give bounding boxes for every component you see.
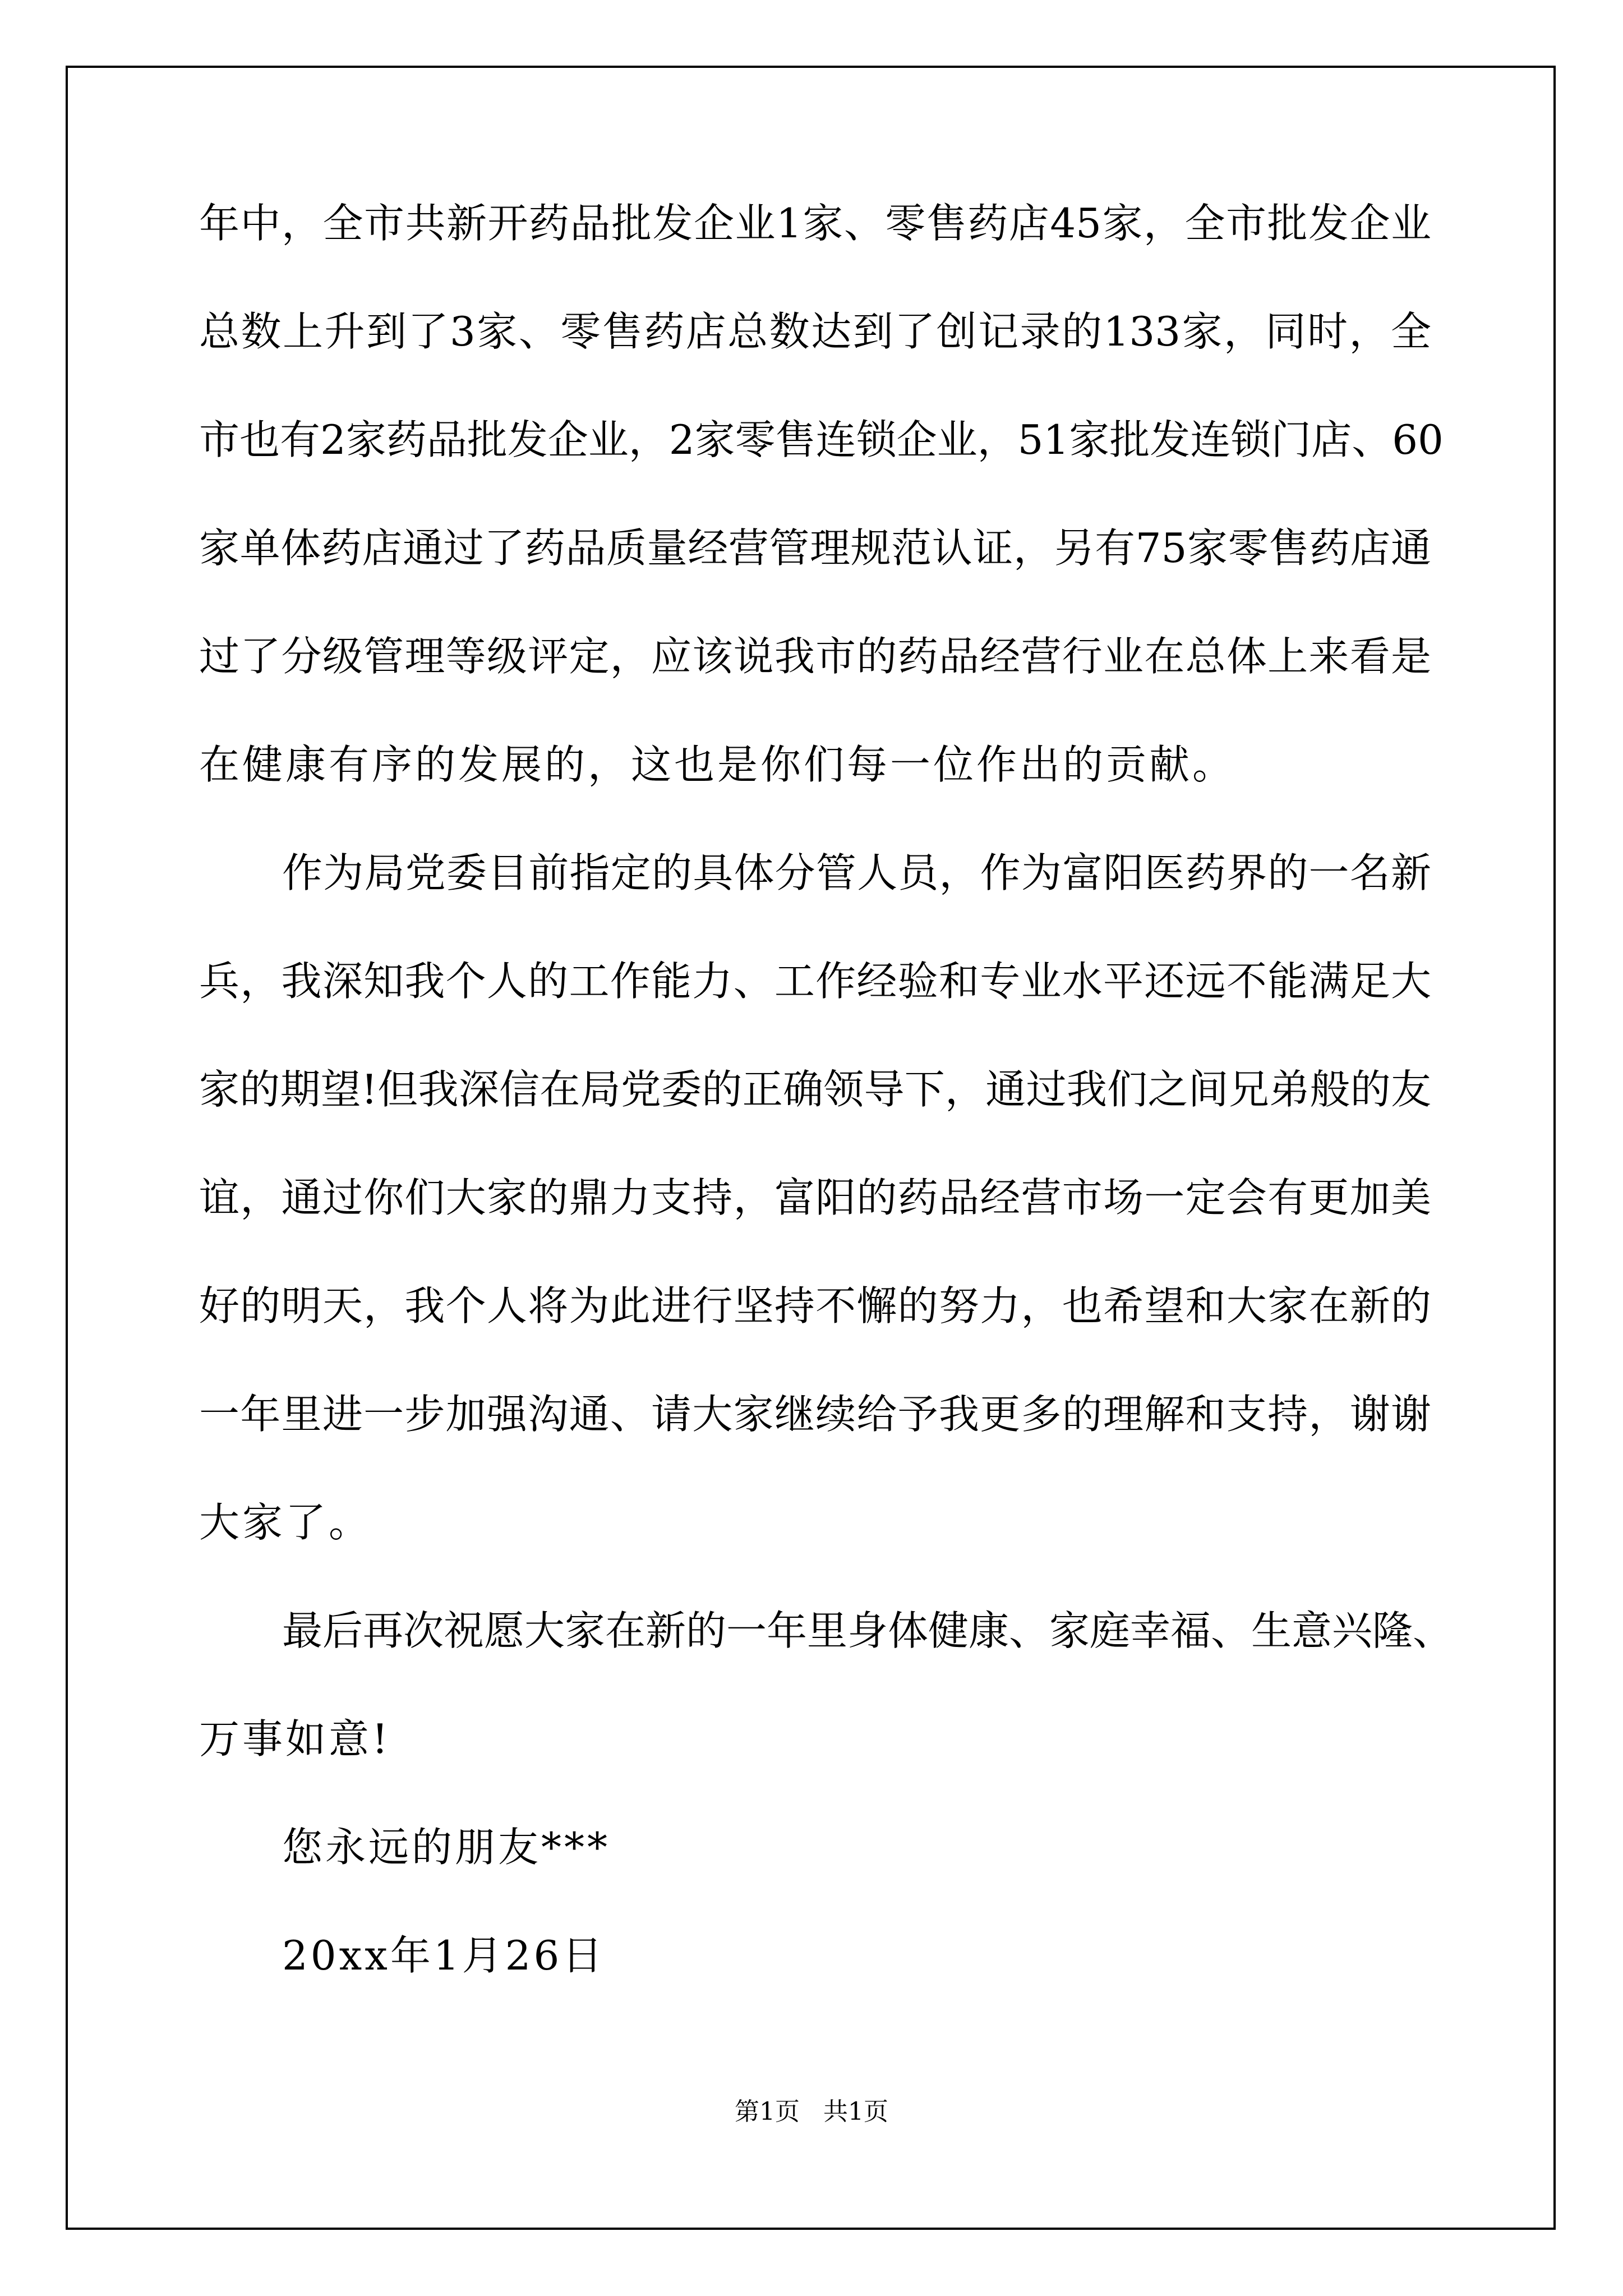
paragraph-line: 过了分级管理等级评定，应该说我市的药品经营行业在总体上来看是: [199, 633, 1431, 680]
paragraph-line: 好的明天，我个人将为此进行坚持不懈的努力，也希望和大家在新的: [199, 1282, 1431, 1329]
paragraph-line: 作为局党委目前指定的具体分管人员，作为富阳医药界的一名新: [282, 849, 1431, 896]
page-footer: 第1页 共1页: [735, 2097, 888, 2126]
paragraph-line: 一年里进一步加强沟通、请大家继续给予我更多的理解和支持，谢谢: [199, 1391, 1431, 1438]
paragraph-line: 兵，我深知我个人的工作能力、工作经验和专业水平还远不能满足大: [199, 958, 1431, 1005]
paragraph-line: 万事如意!: [199, 1715, 391, 1763]
signature-line: 您永远的朋友***: [282, 1824, 611, 1871]
page-border: [66, 66, 1556, 2230]
paragraph-line: 在健康有序的发展的，这也是你们每一位作出的贡献。: [199, 741, 1236, 788]
date-line: 20xx年1月26日: [282, 1932, 606, 1979]
paragraph-line: 家的期望!但我深信在局党委的正确领导下，通过我们之间兄弟般的友: [199, 1066, 1431, 1113]
paragraph-line: 年中，全市共新开药品批发企业1家、零售药店45家，全市批发企业: [199, 200, 1431, 247]
paragraph-line: 谊，通过你们大家的鼎力支持，富阳的药品经营市场一定会有更加美: [199, 1174, 1431, 1221]
paragraph-line: 大家了。: [199, 1499, 372, 1546]
paragraph-line: 总数上升到了3家、零售药店总数达到了创记录的133家，同时，全: [199, 308, 1431, 355]
paragraph-line: 最后再次祝愿大家在新的一年里身体健康、家庭幸福、生意兴隆、: [282, 1607, 1454, 1654]
paragraph-line: 市也有2家药品批发企业，2家零售连锁企业，51家批发连锁门店、60: [199, 416, 1444, 463]
paragraph-line: 家单体药店通过了药品质量经营管理规范认证，另有75家零售药店通: [199, 524, 1431, 572]
